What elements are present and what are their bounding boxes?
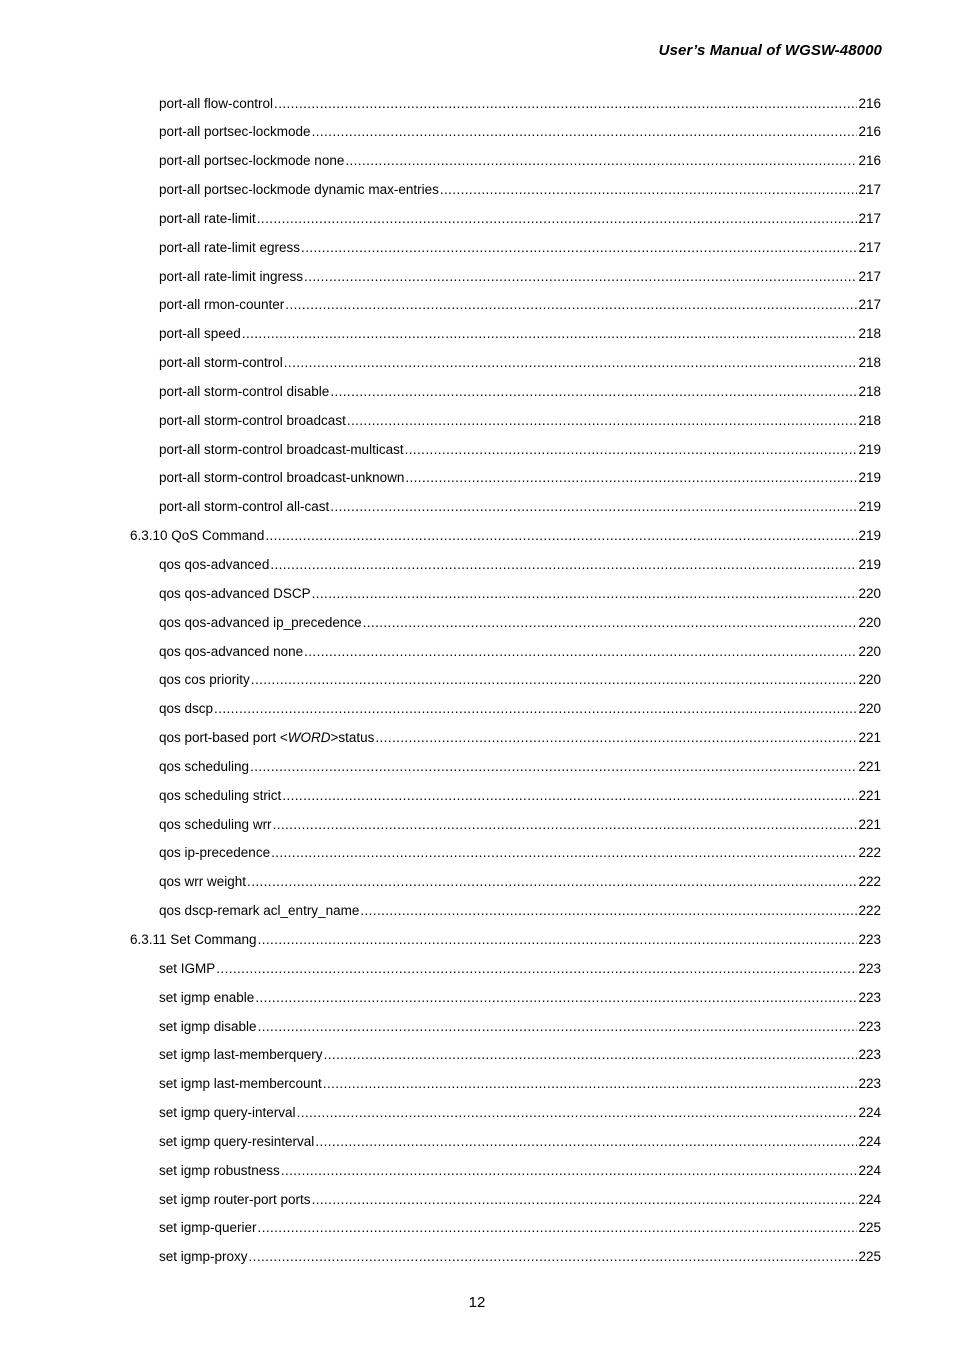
dot-leader <box>323 1070 858 1099</box>
toc-entry-title: qos wrr weight <box>159 874 247 890</box>
toc-entry-page: 219 <box>858 470 881 486</box>
toc-entry-row[interactable] <box>0 1214 954 1243</box>
toc-entry-page: 217 <box>858 239 881 255</box>
toc-entry-page: 221 <box>858 816 881 832</box>
toc-entry-title: qos ip-precedence <box>159 845 271 861</box>
toc-entry-row[interactable] <box>0 1128 954 1157</box>
toc-entry-row[interactable] <box>0 263 954 292</box>
dot-leader <box>249 1243 858 1272</box>
dot-leader <box>281 1157 858 1186</box>
dot-leader <box>312 118 858 147</box>
toc-entry-title: port-all rate-limit egress <box>159 239 301 255</box>
toc-entry-title: port-all storm-control broadcast-multicast <box>159 441 404 457</box>
toc-entry-row[interactable] <box>0 638 954 667</box>
toc-entry-title-part: >status <box>330 730 375 746</box>
toc-entry-page: 222 <box>858 874 881 890</box>
dot-leader <box>304 638 857 667</box>
toc-entry-page: 223 <box>858 1076 881 1092</box>
toc-entry-page: 218 <box>858 412 881 428</box>
toc-entry-row[interactable] <box>0 666 954 695</box>
toc-entry-title: port-all storm-control <box>159 355 283 371</box>
toc-entry-row[interactable] <box>0 291 954 320</box>
toc-entry-row[interactable] <box>0 234 954 263</box>
toc-entry-row[interactable] <box>0 897 954 926</box>
toc-entry-page: 217 <box>858 297 881 313</box>
toc-entry-page: 223 <box>858 931 881 947</box>
toc-entry-page: 224 <box>858 1162 881 1178</box>
toc-entry-page: 220 <box>858 614 881 630</box>
toc-entry-page: 222 <box>858 903 881 919</box>
toc-entry-row[interactable] <box>0 955 954 984</box>
toc-entry-row[interactable] <box>0 1099 954 1128</box>
toc-entry-row[interactable] <box>0 176 954 205</box>
toc-entry-title: port-all rate-limit ingress <box>159 268 304 284</box>
dot-leader <box>255 984 857 1013</box>
toc-entry-page: 218 <box>858 355 881 371</box>
toc-entry-title: qos cos priority <box>159 672 250 688</box>
toc-entry-page: 218 <box>858 383 881 399</box>
toc-entry-title: port-all flow-control <box>159 95 274 111</box>
toc-entry-title: qos scheduling <box>159 758 250 774</box>
toc-entry-title: qos qos-advanced <box>159 557 270 572</box>
page-header-title: User’s Manual of WGSW-48000 <box>658 42 882 59</box>
toc-entry-row[interactable] <box>0 868 954 897</box>
toc-entry-title: port-all storm-control all-cast <box>159 499 330 515</box>
toc-entry-title: set IGMP <box>159 960 216 976</box>
toc-entry-title: qos qos-advanced none <box>159 643 304 659</box>
toc-entry-title: port-all storm-control broadcast-unknown <box>159 470 405 486</box>
toc-entry-page: 223 <box>858 960 881 976</box>
toc-entry-title: port-all rmon-counter <box>159 297 285 313</box>
dot-leader <box>242 320 858 349</box>
toc-entry-row[interactable] <box>0 1157 954 1186</box>
toc-entry-page: 217 <box>858 210 881 226</box>
dot-leader <box>360 897 857 926</box>
toc-entry-page: 224 <box>858 1133 881 1149</box>
dot-leader <box>258 1214 858 1243</box>
toc-entry-title: set igmp robustness <box>159 1162 280 1178</box>
toc-entry-row[interactable] <box>0 205 954 234</box>
toc-entry-row[interactable] <box>0 724 954 753</box>
dot-leader <box>247 868 857 897</box>
toc-entry-title: set igmp-proxy <box>159 1249 248 1265</box>
toc-entry-row[interactable] <box>0 1041 954 1070</box>
toc-entry-title: qos qos-advanced DSCP <box>159 585 311 601</box>
dot-leader <box>297 1099 858 1128</box>
dot-leader <box>273 811 858 840</box>
toc-entry-page: 222 <box>858 845 881 861</box>
toc-entry-page: 216 <box>858 124 881 140</box>
toc-entry-page: 225 <box>858 1220 881 1236</box>
toc-entry-row[interactable] <box>0 984 954 1013</box>
dot-leader <box>312 580 858 609</box>
toc-entry-row[interactable] <box>0 90 954 119</box>
toc-entry-row[interactable] <box>0 407 954 436</box>
toc-entry-row[interactable] <box>0 811 954 840</box>
toc-entry-row[interactable] <box>0 695 954 724</box>
table-of-contents <box>0 90 954 1273</box>
toc-entry-page: 224 <box>858 1105 881 1121</box>
dot-leader <box>301 234 857 263</box>
toc-entry-page: 219 <box>858 557 881 572</box>
dot-leader <box>363 609 858 638</box>
toc-entry-row[interactable] <box>0 839 954 868</box>
toc-entry-title: qos dscp-remark acl_entry_name <box>159 903 360 919</box>
toc-entry-page: 220 <box>858 643 881 659</box>
toc-entry-page: 219 <box>858 441 881 457</box>
dot-leader <box>405 436 858 465</box>
toc-entry-page: 220 <box>858 672 881 688</box>
toc-entry-title: set igmp enable <box>159 989 255 1005</box>
toc-entry-title: port-all storm-control broadcast <box>159 412 346 428</box>
dot-leader <box>440 176 858 205</box>
toc-entry-page: 216 <box>858 153 881 169</box>
toc-entry-row[interactable] <box>0 464 954 493</box>
dot-leader <box>285 291 857 320</box>
dot-leader <box>274 90 857 119</box>
toc-entry-title: set igmp router-port ports <box>159 1191 311 1207</box>
toc-entry-page: 221 <box>858 730 881 746</box>
toc-entry-title: qos dscp <box>159 701 214 717</box>
dot-leader <box>375 724 857 753</box>
dot-leader <box>271 839 857 868</box>
toc-entry-page: 221 <box>858 787 881 803</box>
dot-leader <box>330 378 857 407</box>
dot-leader <box>312 1186 858 1215</box>
toc-entry-row[interactable] <box>0 349 954 378</box>
toc-entry-row[interactable] <box>0 118 954 147</box>
toc-entry-page: 224 <box>858 1191 881 1207</box>
dot-leader <box>214 695 857 724</box>
toc-entry-page: 220 <box>858 585 881 601</box>
toc-entry-title: set igmp-querier <box>159 1220 257 1236</box>
toc-entry-title: 6.3.11 Set Commang <box>130 931 257 947</box>
toc-entry-title <box>159 724 374 753</box>
toc-entry-title-part: qos port-based port < <box>159 730 288 746</box>
toc-entry-page: 216 <box>858 95 881 111</box>
dot-leader <box>345 147 857 176</box>
toc-entry-row[interactable] <box>0 580 954 609</box>
toc-entry-title: set igmp last-memberquery <box>159 1047 323 1063</box>
toc-entry-row[interactable] <box>0 147 954 176</box>
dot-leader <box>258 926 858 955</box>
toc-entry-title: set igmp query-interval <box>159 1105 296 1121</box>
dot-leader <box>315 1128 857 1157</box>
toc-entry-title: set igmp last-membercount <box>159 1076 322 1092</box>
toc-entry-row[interactable] <box>0 1243 954 1272</box>
toc-entry-title: qos qos-advanced ip_precedence <box>159 614 362 630</box>
dot-leader <box>284 349 858 378</box>
toc-entry-title: port-all portsec-lockmode dynamic max-entries <box>159 182 439 198</box>
toc-entry-title: qos scheduling wrr <box>159 816 272 832</box>
toc-entry-title: qos scheduling strict <box>159 787 282 803</box>
toc-entry-title: set igmp query-resinterval <box>159 1133 315 1149</box>
toc-entry-page: 217 <box>858 182 881 198</box>
toc-entry-title: set igmp disable <box>159 1018 257 1034</box>
toc-entry-row[interactable] <box>0 609 954 638</box>
dot-leader <box>250 753 857 782</box>
dot-leader <box>216 955 857 984</box>
toc-entry-row[interactable] <box>0 1186 954 1215</box>
toc-entry-title: port-all storm-control disable <box>159 383 330 399</box>
dot-leader <box>347 407 858 436</box>
dot-leader <box>270 551 857 580</box>
toc-entry-page: 225 <box>858 1249 881 1265</box>
toc-entry-title: port-all portsec-lockmode <box>159 124 311 140</box>
toc-entry-row[interactable] <box>0 1070 954 1099</box>
toc-entry-row[interactable] <box>0 436 954 465</box>
toc-entry-page: 217 <box>858 268 881 284</box>
dot-leader <box>324 1041 858 1070</box>
dot-leader <box>251 666 858 695</box>
toc-section-row[interactable] <box>0 522 954 551</box>
toc-entry-title: 6.3.10 QoS Command <box>130 528 265 544</box>
toc-entry-row[interactable] <box>0 1013 954 1042</box>
dot-leader <box>304 263 857 292</box>
toc-entry-page: 219 <box>858 528 881 544</box>
toc-entry-row[interactable] <box>0 320 954 349</box>
toc-entry-title: port-all speed <box>159 326 241 342</box>
toc-entry-page: 223 <box>858 1047 881 1063</box>
toc-entry-row[interactable] <box>0 378 954 407</box>
toc-entry-page: 223 <box>858 1018 881 1034</box>
toc-entry-title: port-all portsec-lockmode none <box>159 153 345 169</box>
toc-entry-title: port-all rate-limit <box>159 210 256 226</box>
dot-leader <box>258 1013 858 1042</box>
toc-entry-page: 219 <box>858 499 881 515</box>
dot-leader <box>265 522 857 551</box>
toc-entry-row[interactable] <box>0 782 954 811</box>
toc-entry-page: 218 <box>858 326 881 342</box>
dot-leader <box>330 493 857 522</box>
toc-entry-row[interactable] <box>0 753 954 782</box>
dot-leader <box>282 782 857 811</box>
page-number: 12 <box>468 1294 486 1311</box>
dot-leader <box>257 205 858 234</box>
toc-entry-row[interactable] <box>0 493 954 522</box>
dot-leader <box>405 464 857 493</box>
toc-entry-page: 221 <box>858 758 881 774</box>
toc-entry-page: 223 <box>858 989 881 1005</box>
toc-entry-title-italic: WORD <box>287 730 331 746</box>
toc-entry-row[interactable] <box>0 551 954 580</box>
toc-entry-page: 220 <box>858 701 881 717</box>
toc-section-row[interactable] <box>0 926 954 955</box>
